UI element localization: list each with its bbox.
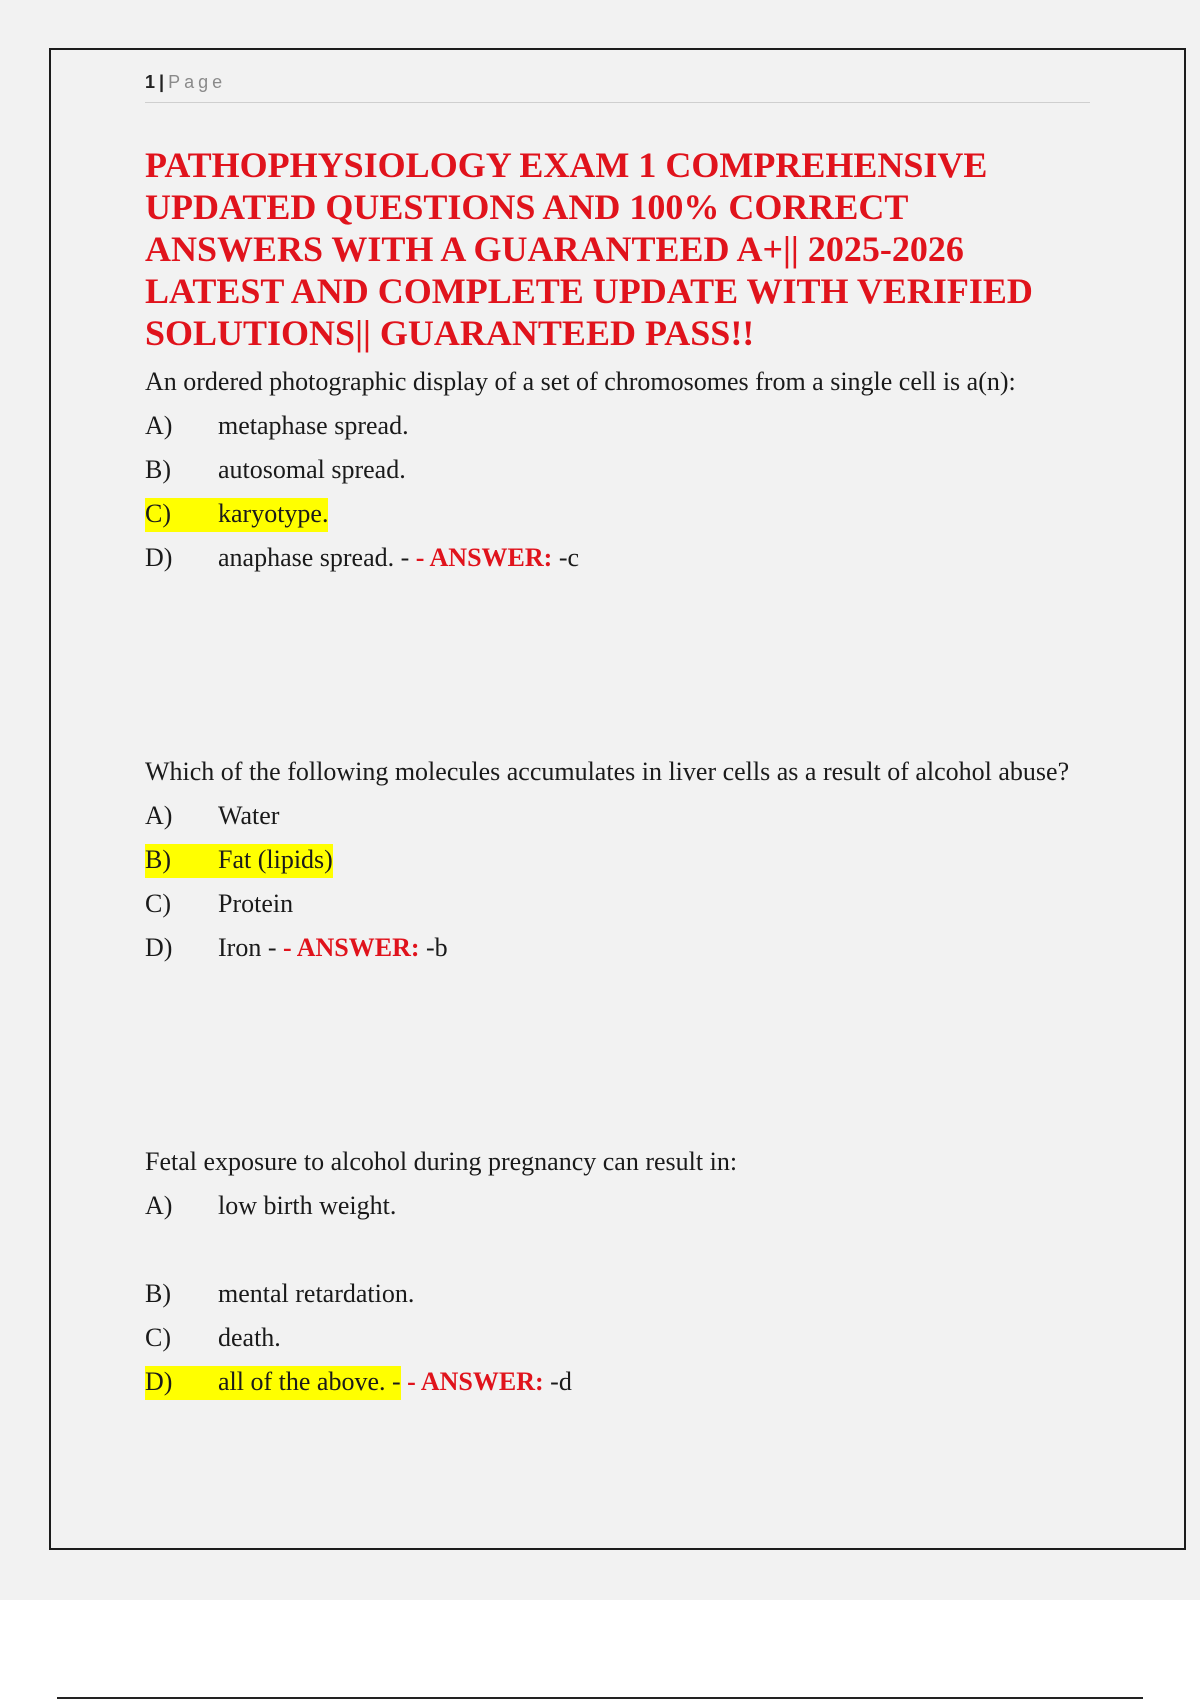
- option-d: [145, 542, 1090, 586]
- option-letter: C): [145, 1323, 171, 1352]
- question-2: [145, 756, 1090, 976]
- question-3: [145, 1146, 1090, 1410]
- option-letter: B): [145, 1279, 171, 1308]
- page-header: [145, 72, 1090, 103]
- answer-highlight: [145, 498, 328, 532]
- option-text: metaphase spread.: [218, 411, 409, 440]
- option-text: Water: [218, 801, 280, 830]
- page-word: Page: [168, 72, 227, 92]
- option-letter: D): [145, 933, 173, 962]
- option-b: [145, 454, 1090, 498]
- answer-value: -b: [426, 933, 448, 962]
- question-stem: Fetal exposure to alcohol during pregnancy can result in:: [145, 1147, 738, 1176]
- option-letter: C): [145, 889, 171, 918]
- option-letter: D): [145, 1367, 173, 1396]
- option-c: [145, 888, 1090, 932]
- option-text: Iron -: [218, 933, 277, 962]
- option-text: anaphase spread. -: [218, 543, 410, 572]
- option-letter: A): [145, 411, 173, 440]
- question-stem: Which of the following molecules accumulates in liver cells as a result of alcohol abuse?: [145, 757, 1070, 786]
- option-c: [145, 1322, 1090, 1366]
- page-separator: |: [159, 72, 165, 92]
- option-a: [145, 410, 1090, 454]
- answer-value: -d: [550, 1367, 572, 1396]
- option-text: karyotype.: [218, 499, 329, 528]
- option-a: [145, 800, 1090, 844]
- answer-label: - ANSWER:: [407, 1367, 544, 1396]
- option-text: death.: [218, 1323, 281, 1352]
- option-d: [145, 932, 1090, 976]
- option-text: autosomal spread.: [218, 455, 406, 484]
- answer-label: - ANSWER:: [282, 933, 420, 962]
- option-text: mental retardation.: [218, 1279, 415, 1308]
- option-letter: A): [145, 801, 173, 830]
- question-1: [145, 366, 1090, 586]
- option-text: all of the above. -: [218, 1367, 401, 1396]
- question-stem: An ordered photographic display of a set of chromosomes from a single cell is a(n):: [145, 367, 1016, 396]
- option-d-correct: [145, 1366, 1090, 1410]
- option-letter: A): [145, 1191, 173, 1220]
- option-text: Protein: [218, 889, 294, 918]
- answer-highlight: [145, 844, 333, 878]
- answer-label: - ANSWER:: [415, 543, 553, 572]
- document-title: PATHOPHYSIOLOGY EXAM 1 COMPREHENSIVE UPDATED QUESTIONS AND 100% CORRECT ANSWERS WITH A GUARANTEED A+|| 2025-2026 LATEST AND COMPLETE UPDATE WITH VERIFIED SOLUTIONS|| GUARANTEED PASS!!: [145, 145, 1033, 353]
- option-letter: B): [145, 455, 171, 484]
- option-b: [145, 1278, 1090, 1322]
- option-b-correct: [145, 844, 1090, 888]
- option-letter: C): [145, 499, 171, 528]
- answer-value: -c: [558, 543, 580, 572]
- option-c-correct: [145, 498, 1090, 542]
- footer-divider: [57, 1697, 1143, 1699]
- page-number: 1: [145, 72, 156, 92]
- option-text: low birth weight.: [218, 1191, 397, 1220]
- answer-highlight: [145, 1366, 401, 1400]
- option-letter: D): [145, 543, 173, 572]
- option-a: [145, 1190, 1090, 1234]
- option-letter: B): [145, 845, 171, 874]
- option-text: Fat (lipids): [218, 845, 333, 874]
